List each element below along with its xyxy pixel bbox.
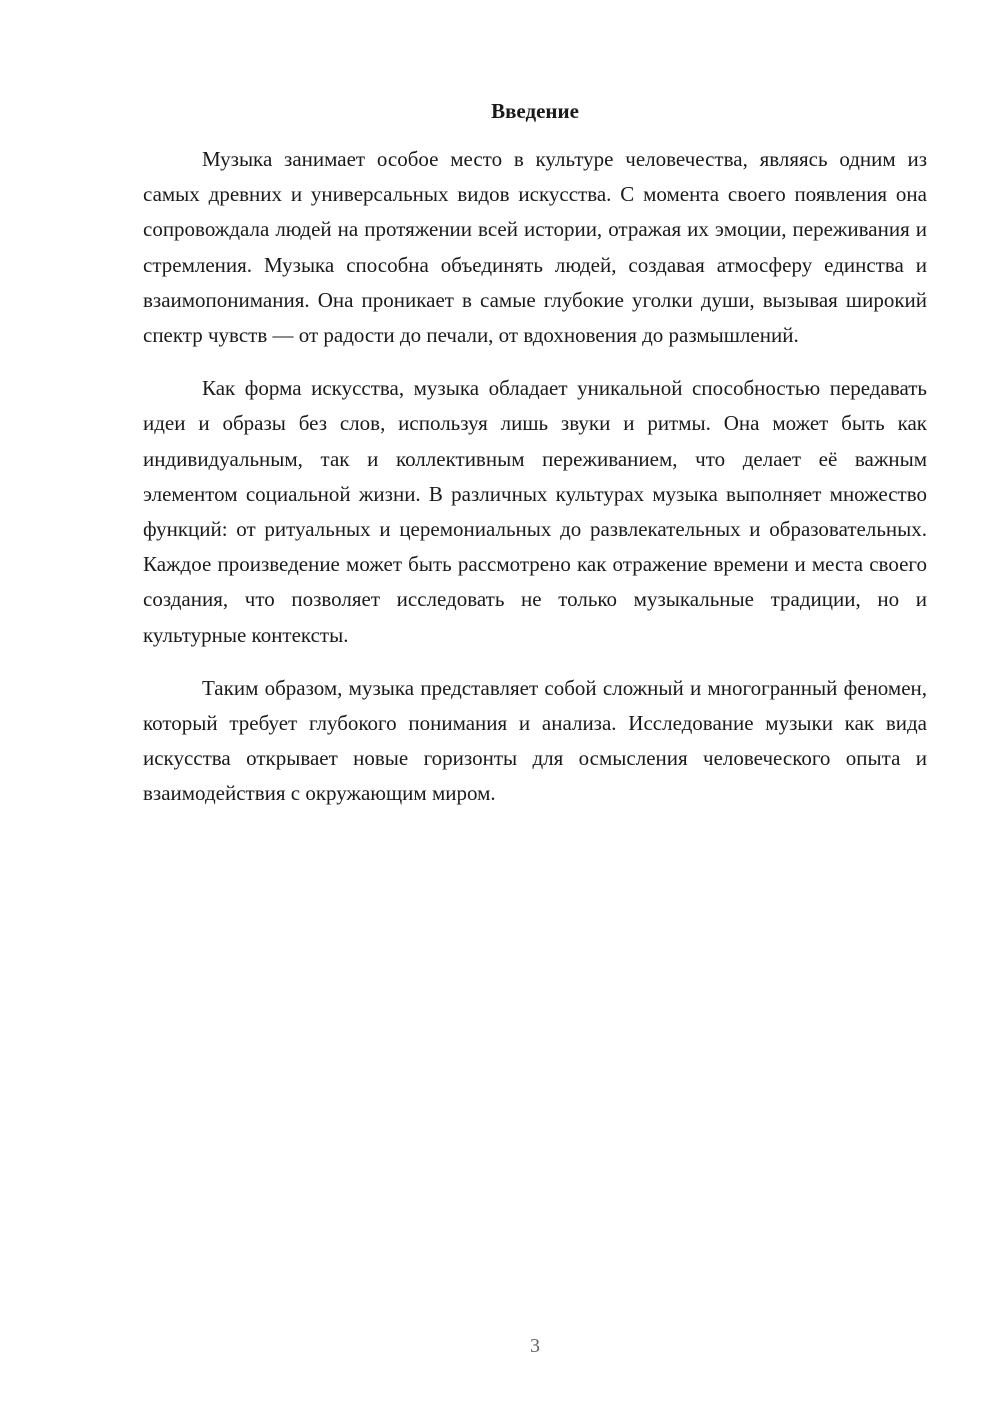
paragraph-1: Музыка занимает особое место в культуре человечества, являясь одним из самых древних и универсальных видов искусства. С момента своего появления она сопровождала людей на протяжении всей истории, отражая их эмоции, переживания и стремления. Музыка способна объединять людей, создавая атмосферу единства и взаимопонимания. Она проникает в самые глубокие уголки души, вызывая широкий спектр чувств — от радости до печали, от вдохновения до размышлений. (143, 147, 927, 348)
paragraph-2: Как форма искусства, музыка обладает уникальной способностью передавать идеи и образы без слов, используя лишь звуки и ритмы. Она может быть как индивидуальным, так и коллективным переживанием, что делает её важным элементом социальной жизни. В различных культурах музыка выполняет множество функций: от ритуальных и церемониальных до развлекательных и образовательных. Каждое произведение может быть рассмотрено как отражение времени и места своего создания, что позволяет исследовать не только музыкальные традиции, но и культурные контексты. (143, 376, 927, 647)
page-number: 3 (530, 1335, 540, 1357)
paragraph-3: Таким образом, музыка представляет собой сложный и многогранный феномен, который требует глубокого понимания и анализа. Исследование музыки как вида искусства открывает новые горизонты для осмысления человеческого опыта и взаимодействия с окружающим миром. (143, 675, 927, 806)
section-heading: Введение (491, 99, 579, 123)
body-text (143, 142, 927, 830)
